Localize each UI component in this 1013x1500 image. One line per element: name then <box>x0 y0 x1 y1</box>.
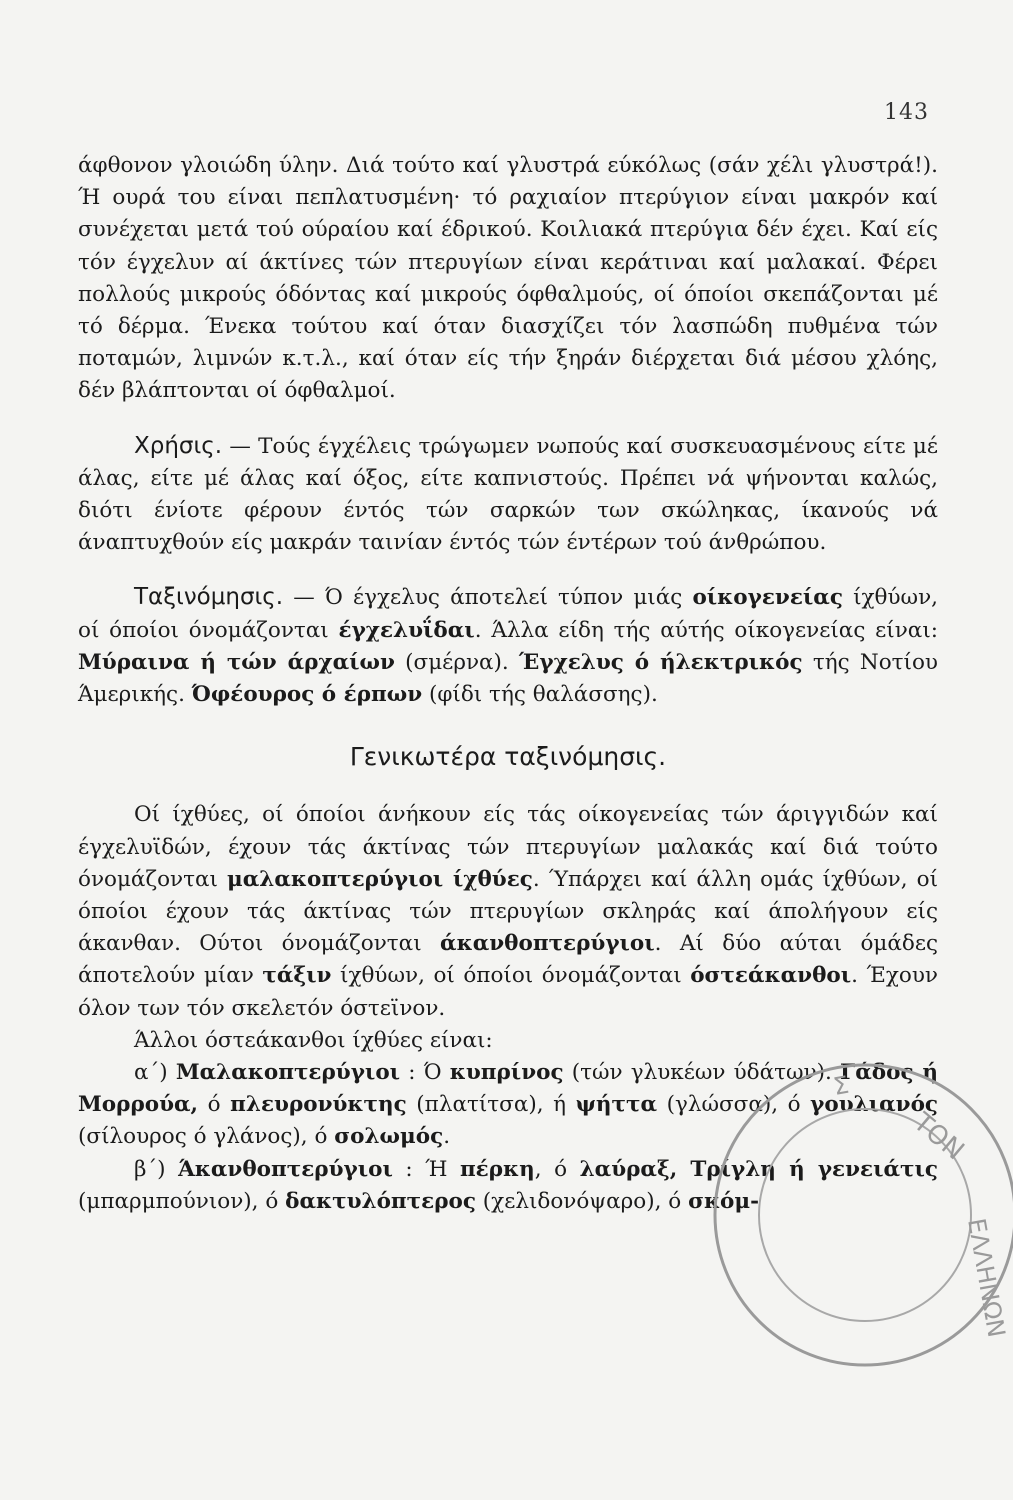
bold-term: έγχελυΐδαι <box>338 617 475 643</box>
text-run: . Ύπάρχει καί άλλη ομάς ίχθύων, οί όποίοι έχουν τάς άκτίνας τών πτερυγίων σκληράς καί άπολήγουν είς άκανθαν. Ούτοι όνομάζονται <box>78 866 938 957</box>
bold-term: Έγχελυς ό ήλεκτρικός <box>519 649 803 675</box>
text-run: Οί ίχθύες, οί όποίοι άνήκουν είς τάς οίκογενείας τών άριγγιδών καί έγχελυϊδών, έχουν τάς άκτίνας τών πτερυγίων μαλακάς καί διά τούτο όνομάζονται <box>78 802 938 892</box>
bold-term: Όφέουρος ό έρπων <box>191 682 423 708</box>
bold-term: Γάδος ή Μορρούα, <box>78 1060 939 1118</box>
text-run: (γλώσσα), ό <box>657 1092 811 1118</box>
section-use-heading: Χρήσις. <box>134 432 223 459</box>
paragraph-1: άφθονον γλοιώδη ύλην. Διά τούτο καί γλυστρά εύκόλως (σάν χέλι γλυστρά!). Ή ουρά του είναι πεπλατυσμένη· τό ραχιαίον πτερύγιον είναι μακρόν καί συνέχεται μετά τού ούραίου καί έδρικού. Κοιλιακά πτερύγια δέν έχει. Καί είς τόν έγχελυν αί άκτίνες τών πτερυγίων είναι κεράτιναι καί μαλακαί. Φέρει πολλούς μικρούς όδόντας καί μικρούς όφθαλμούς, οί όποίοι σκεπάζονται μέ τό δέρμα. Ένεκα τούτου καί όταν διασχίζει τόν λασπώδη πυθμένα τών ποταμών, λιμνών κ.τ.λ., καί όταν είς τήν ξηράν διέρχεται διά μέσου χλόης, δέν βλάπτονται οί όφθαλμοί. <box>78 153 938 404</box>
bold-term: άκανθοπτερύγιοι <box>440 931 655 957</box>
text-run: : Ό <box>400 1060 450 1086</box>
text-run: ό <box>198 1092 231 1118</box>
text-run: . Άλλα είδη τής αύτής οίκογενείας είναι: <box>474 617 938 643</box>
section-use-text: — Τούς έγχέλεις τρώγωμεν νωπούς καί συσκευασμένους είτε μέ άλας, είτε μέ άλας καί όξος, είτε καπνιστούς. Πρέπει νά ψήνονται καλώς, διότι ένίοτε φέρουν έντός τών σαρκών των σκώληκας, ίκανούς νά άναπτυχθούν είς μακράν ταινίαν έντός τών έντέρων τού άνθρώπου. <box>78 433 938 556</box>
bold-term: Άκανθοπτερύγιοι <box>178 1156 393 1182</box>
text-run: (σμέρνα). <box>394 649 520 675</box>
bold-term: γουλιανός <box>810 1092 938 1118</box>
text-run: ίχθύων, οί όποίοι όνομάζονται <box>331 963 691 989</box>
text-run: : Ή <box>392 1156 460 1182</box>
text-run: . Έχουν όλον των τόν σκελετόν όστεϊνον. <box>78 963 938 1021</box>
bold-term: Μαλακοπτερύγιοι <box>175 1060 401 1086</box>
text-run: . <box>443 1124 451 1150</box>
bold-term: μαλακοπτερύγιοι ίχθύες <box>227 866 533 892</box>
stamp-text-right: ΕΛΛΗΝΩΝ <box>962 1216 1011 1340</box>
bold-term: Μύραινα ή τών άρχαίων <box>78 649 395 675</box>
list-item-a <box>78 1057 938 1154</box>
page-number: 143 <box>884 100 929 125</box>
text-run: (μπαρμπούνιον), ό <box>78 1188 286 1214</box>
section-heading-general: Γενικωτέρα ταξινόμησις. <box>349 742 667 772</box>
bold-term: λαύραξ, Τρίγλη ή γενειάτις <box>579 1156 939 1182</box>
bold-term: σολωμός <box>334 1124 444 1150</box>
text-run: ίχθύων, οί όποίοι όνομάζονται <box>78 585 938 643</box>
text-run: (πλατίτσα), ή <box>406 1092 576 1118</box>
bold-term: δακτυλόπτερος <box>285 1188 476 1214</box>
list-item-b <box>78 1154 938 1218</box>
stamp-text-left: Σ <box>831 1070 851 1101</box>
item-marker: α΄) <box>134 1060 176 1086</box>
bold-term: σκόμ- <box>688 1188 760 1214</box>
item-marker: β΄) <box>134 1156 179 1182</box>
text-run: τής Νοτίου Άμερικής. <box>78 649 938 708</box>
stamp-text-top: ΤΟΝ <box>907 1107 970 1167</box>
bold-term: τάξιν <box>262 963 332 989</box>
bold-term: ψήττα <box>575 1092 657 1118</box>
bold-term: οίκογενείας <box>692 585 843 611</box>
bold-term: κυπρίνος <box>449 1060 564 1086</box>
bold-term: πέρκη <box>459 1156 535 1182</box>
bold-term: πλευρονύκτης <box>230 1092 407 1118</box>
text-run: . Αί δύο αύται όμάδες άποτελούν μίαν <box>78 931 938 989</box>
text-run: , ό <box>534 1156 580 1182</box>
text-run: — Ό έγχελυς άποτελεί τύπον μιάς <box>283 585 693 611</box>
text-run: (φίδι τής θαλάσσης). <box>422 682 658 708</box>
section-classification-heading: Ταξινόμησις. <box>134 584 284 611</box>
text-run: (σίλουρος ό γλάνος), ό <box>78 1124 335 1150</box>
bold-term: όστεάκανθοι <box>690 963 852 989</box>
paragraph-other: Άλλοι όστεάκανθοι ίχθύες είναι: <box>134 1027 493 1053</box>
text-run: (χελιδονόψαρο), ό <box>475 1188 689 1214</box>
paragraph-general <box>78 799 938 1024</box>
section-use <box>78 430 938 560</box>
page-text <box>78 150 938 1218</box>
section-classification <box>78 581 938 711</box>
text-run: (τών γλυκέων ύδάτων). <box>563 1060 840 1086</box>
